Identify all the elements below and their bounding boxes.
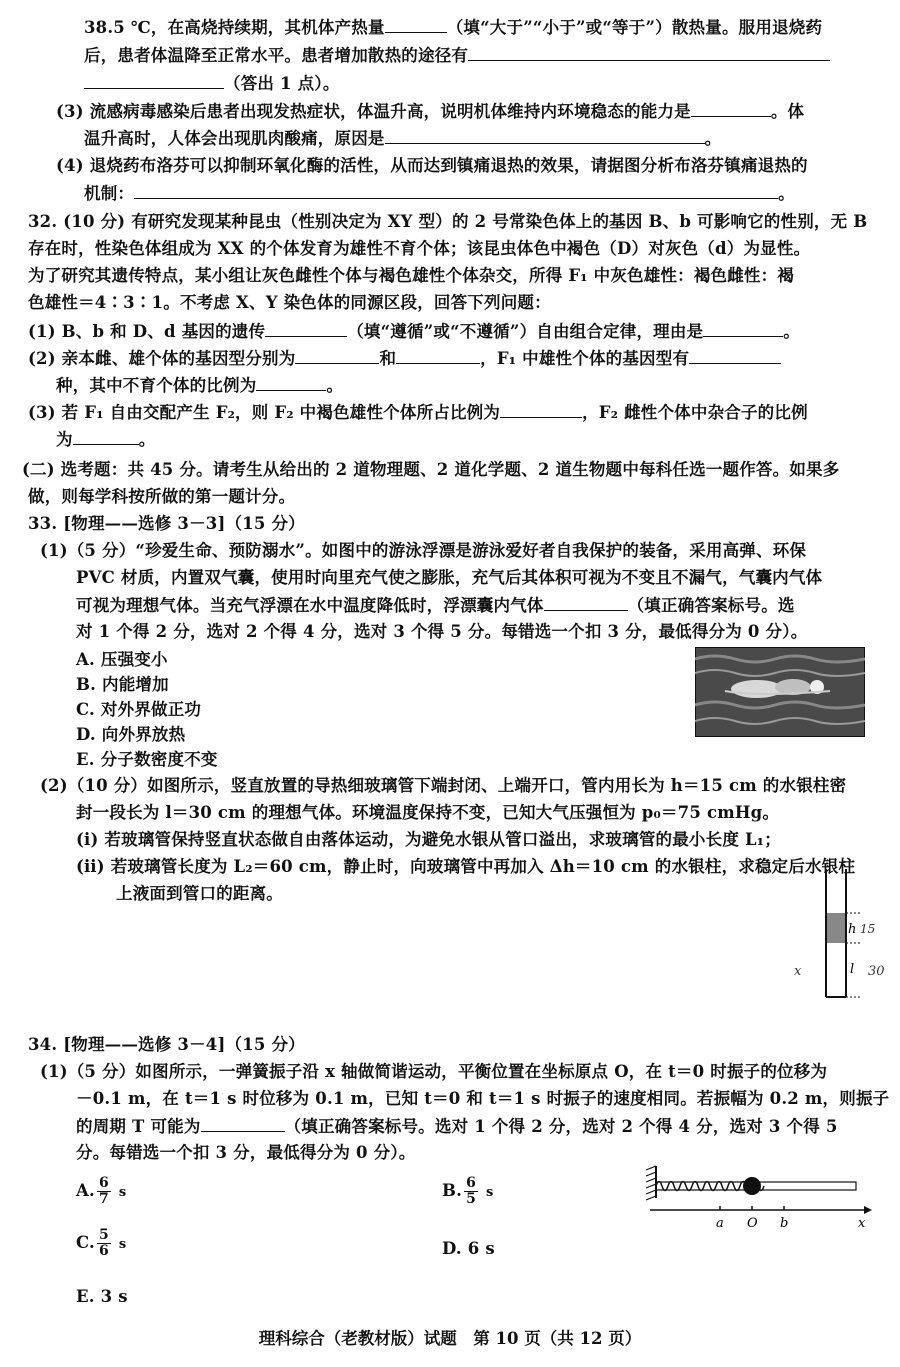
answer-blank[interactable]	[73, 428, 139, 445]
answer-blank[interactable]	[691, 100, 771, 117]
label-b: b	[780, 1216, 789, 1231]
q31-part3-line-2: 温升高时，人体会出现肌肉酸痛，原因是 。	[84, 129, 722, 148]
label-o: O	[747, 1216, 758, 1231]
q33-part2-line-2: 封一段长为 l＝30 cm 的理想气体。环境温度保持不变，已知大气压强恒为 p₀＝75 cmHg。	[76, 803, 780, 822]
q31-line-1: 38.5 ℃，在高烧持续期，其机体产热量 （填“大于”“小于”或“等于”）散热量。服用退烧药	[84, 18, 823, 37]
q34-title: 34. [物理——选修 3－4]（15 分）	[28, 1035, 305, 1054]
answer-blank[interactable]	[500, 401, 582, 418]
glass-tube-figure	[780, 865, 890, 1015]
q33-option-e[interactable]: E. 分子数密度不变	[76, 750, 218, 769]
answer-blank[interactable]	[295, 347, 379, 364]
q31-line-2: 后，患者体温降至正常水平。患者增加散热的途径有	[84, 44, 830, 67]
q33-option-a[interactable]: A. 压强变小	[76, 650, 168, 669]
q31-part4-line-2: 机制： 。	[84, 184, 795, 203]
q34-line-4: 分。每错选一个扣 3 分，最低得分为 0 分）。	[76, 1143, 416, 1162]
axis-arrow-icon	[864, 1206, 872, 1214]
q34-option-e[interactable]: E. 3 s	[76, 1287, 128, 1306]
q34-line-2: －0.1 m，在 t＝1 s 时位移为 0.1 m，已知 t＝0 和 t＝1 s 时振子的速度相同。若振幅为 0.2 m，则振子	[76, 1089, 890, 1108]
q33-title: 33. [物理——选修 3－3]（15 分）	[28, 514, 305, 533]
answer-blank[interactable]	[396, 347, 480, 364]
q33-option-d[interactable]: D. 向外界放热	[76, 725, 186, 744]
label-h: h	[848, 922, 857, 937]
q32-line-4: 色雄性＝4∶3∶1。不考虑 X、Y 染色体的同源区段，回答下列问题：	[28, 293, 551, 312]
q31-part3-line-1: (3) 流感病毒感染后患者出现发热症状，体温升高，说明机体维持内环境稳态的能力是 。体	[56, 102, 805, 121]
section2-instructions-2: 做，则每学科按所做的第一题计分。	[28, 487, 296, 506]
q33-part1-line-2: PVC 材质，内置双气囊，使用时向里充气使之膨胀，充气后其体积可视为不变且不漏气，气囊内气体	[76, 568, 823, 587]
q33-option-c[interactable]: C. 对外界做正功	[76, 700, 202, 719]
answer-blank[interactable]	[703, 320, 783, 337]
q34-line-1: (1)（5 分）如图所示，一弹簧振子沿 x 轴做简谐运动，平衡位置在坐标原点 O，在 t＝0 时振子的位移为	[40, 1062, 828, 1081]
q34-option-a[interactable]: A. $\frac{6}{7}$ s	[76, 1175, 127, 1207]
q34-option-c[interactable]: C. $\frac{5}{6}$ s	[76, 1227, 127, 1259]
answer-blank[interactable]	[385, 16, 447, 33]
answer-blank[interactable]	[689, 347, 781, 364]
q31-line-3: （答出 1 点）。	[84, 72, 340, 95]
label-l: l	[850, 962, 855, 977]
q32-line-2: 存在时，性染色体组成为 XX 的个体发育为雄性不育个体；该昆虫体色中褐色（D）对灰色（d）为显性。	[28, 239, 811, 258]
handwritten-mark: 30	[868, 964, 885, 979]
q34-line-3: 的周期 T 可能为 （填正确答案标号。选对 1 个得 2 分，选对 2 个得 4 分，选对 3 个得 5	[76, 1117, 838, 1136]
q32-line-1: 32. (10 分) 有研究发现某种昆虫（性别决定为 XY 型）的 2 号常染色体上的基因 B、b 可影响它的性别，无 B	[28, 212, 868, 231]
label-x: x	[858, 1216, 866, 1231]
section2-instructions-1: (二) 选考题：共 45 分。请考生从给出的 2 道物理题、2 道化学题、2 道生物题中每科任选一题作答。如果多	[22, 460, 840, 479]
q32-part2-line-2: 种，其中不育个体的比例为 。	[56, 376, 344, 395]
answer-blank[interactable]	[265, 320, 347, 337]
q34-option-d[interactable]: D. 6 s	[442, 1239, 495, 1258]
q33-part2-ii-line-1: (ⅱ) 若玻璃管长度为 L₂＝60 cm，静止时，向玻璃管中再加入 Δh＝10 cm 的水银柱，求稳定后水银柱	[76, 857, 856, 876]
spring-oscillator-figure	[640, 1160, 880, 1235]
answer-blank[interactable]	[84, 72, 224, 89]
q33-part1-line-4: 对 1 个得 2 分，选对 2 个得 4 分，选对 3 个得 5 分。每错选一个扣 3 分，最低得分为 0 分）。	[76, 622, 808, 641]
q33-part1-line-1: (1)（5 分）“珍爱生命、预防溺水”。如图中的游泳浮漂是游泳爱好者自我保护的装备，采用高弹、环保	[40, 541, 807, 560]
q31-part4-line-1: (4) 退烧药布洛芬可以抑制环氧化酶的活性，从而达到镇痛退热的效果，请据图分析布洛芬镇痛退热的	[56, 156, 808, 175]
answer-blank[interactable]	[201, 1115, 285, 1132]
oscillator-ball	[743, 1177, 761, 1195]
handwritten-mark: x	[794, 964, 802, 979]
q32-part3-line-2: 为 。	[56, 430, 156, 449]
answer-blank[interactable]	[468, 44, 830, 61]
answer-blank[interactable]	[385, 127, 705, 144]
q33-option-b[interactable]: B. 内能增加	[76, 675, 169, 694]
answer-blank[interactable]	[134, 182, 778, 199]
q33-part2-ii-line-2: 上液面到管口的距离。	[116, 884, 283, 903]
q32-part3-line-1: (3) 若 F₁ 自由交配产生 F₂，则 F₂ 中褐色雄性个体所占比例为 ，F₂ 雌性个体中杂合子的比例	[28, 403, 808, 422]
q33-part2-line-1: (2)（10 分）如图所示，竖直放置的导热细玻璃管下端封闭、上端开口，管内用长为 h＝15 cm 的水银柱密	[40, 776, 847, 795]
page-footer: 理科综合（老教材版）试题 第 10 页（共 12 页）	[258, 1329, 642, 1348]
q33-part1-line-3: 可视为理想气体。当充气浮漂在水中温度降低时，浮漂囊内气体 （填正确答案标号。选	[76, 596, 795, 615]
swimmer-float-photo	[695, 647, 865, 737]
handwritten-mark: 15	[860, 922, 876, 936]
answer-blank[interactable]	[256, 374, 326, 391]
q34-option-b[interactable]: B. $\frac{6}{5}$ s	[442, 1175, 494, 1207]
q33-part2-i: (ⅰ) 若玻璃管保持竖直状态做自由落体运动，为避免水银从管口溢出，求玻璃管的最小长度 L₁；	[76, 830, 781, 849]
q32-part2-line-1: (2) 亲本雌、雄个体的基因型分别为 和 ，F₁ 中雄性个体的基因型有	[28, 347, 781, 370]
q32-part1: (1) B、b 和 D、d 基因的遗传 （填“遵循”或“不遵循”）自由组合定律，理由是 。	[28, 322, 800, 341]
q32-line-3: 为了研究其遗传特点，某小组让灰色雌性个体与褐色雄性个体杂交，所得 F₁ 中灰色雄性：褐色雌性：褐	[28, 266, 795, 285]
answer-blank[interactable]	[544, 594, 628, 611]
mercury-column	[827, 913, 845, 943]
label-a: a	[716, 1216, 724, 1231]
